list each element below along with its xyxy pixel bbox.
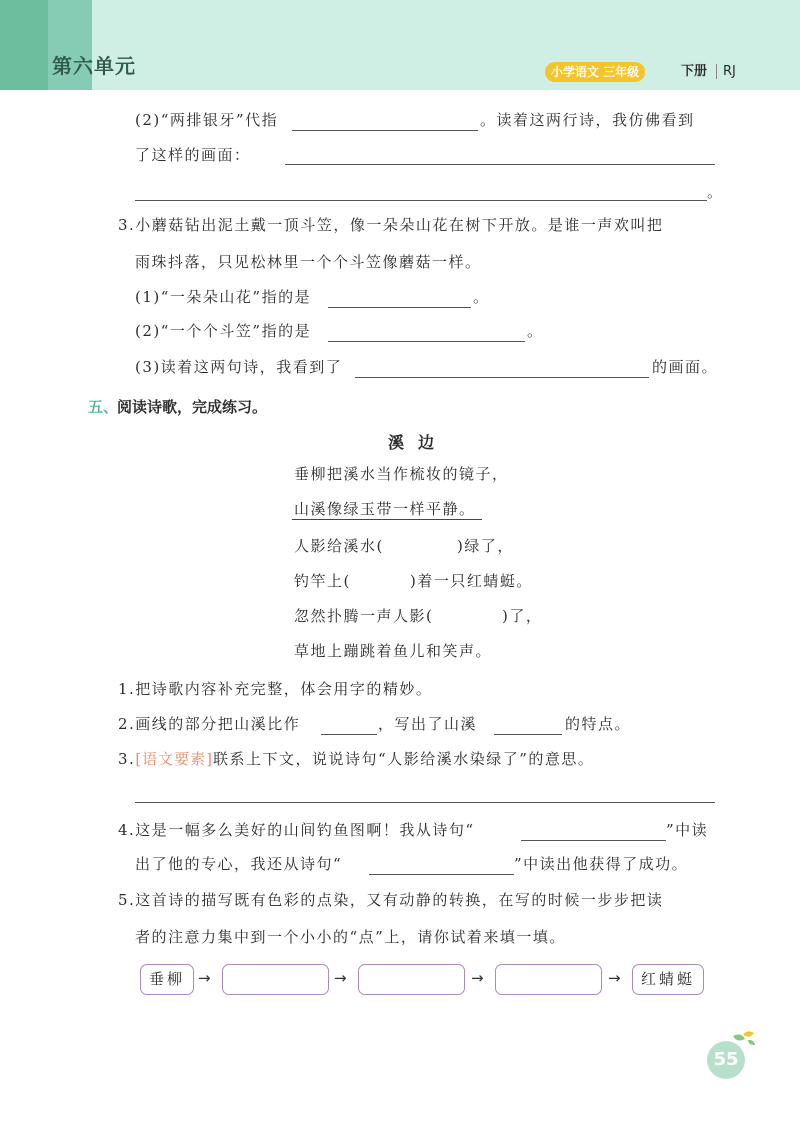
flow-arrow-1: →	[198, 969, 211, 987]
exercise-2-blank-1[interactable]	[321, 734, 377, 735]
q2-blank-2[interactable]	[285, 164, 715, 165]
q2-line1-b: 。读着这两行诗，我仿佛看到	[480, 111, 695, 129]
section-title: 阅读诗歌，完成练习。	[117, 398, 268, 416]
q3-line2: 雨珠抖落，只见松林里一个个斗笠像蘑菇一样。	[135, 253, 482, 271]
poem-underline	[292, 519, 482, 520]
section-marker: 五、	[88, 398, 119, 416]
exercise-3-number: 3.	[118, 750, 136, 768]
exercise-3-text: 联系上下文，说说诗句“人影给溪水染绿了”的意思。	[213, 750, 595, 768]
q3-line1: 3.小蘑菇钻出泥土戴一顶斗笠，像一朵朵山花在树下开放。是谁一声欢叫把	[118, 216, 664, 234]
exercise-4-blank-2[interactable]	[369, 874, 514, 875]
q2-line2: 了这样的画面：	[135, 146, 251, 164]
q3-sub1-b: 。	[473, 288, 490, 306]
poem-line-5-a: 忽然扑腾一声人影(	[294, 607, 434, 625]
edition-label: RJ	[723, 64, 736, 79]
q2-blank-3[interactable]	[135, 200, 707, 201]
flow-arrow-4: →	[608, 969, 621, 987]
header-separator	[716, 64, 717, 79]
leaf-icon	[743, 1030, 754, 1039]
language-element-tag: [语文要素]	[135, 750, 214, 768]
q2-line1-a: (2)“两排银牙”代指	[135, 111, 279, 129]
page-number: 55	[707, 1041, 745, 1079]
poem-line-5-b: )了，	[502, 607, 543, 625]
poem-line-4-b: )着一只红蜻蜓。	[410, 572, 533, 590]
poem-line-3-b: )绿了，	[457, 537, 514, 555]
exercise-1: 1.把诗歌内容补充完整，体会用字的精妙。	[118, 680, 433, 698]
exercise-5-line1: 5.这首诗的描写既有色彩的点染，又有动静的转换，在写的时候一步步把读	[118, 891, 664, 909]
exercise-4-blank-1[interactable]	[521, 840, 666, 841]
leaf-icon	[748, 1040, 755, 1045]
q2-blank-1[interactable]	[292, 130, 478, 131]
q3-sub1-a: (1)“一朵朵山花”指的是	[135, 288, 312, 306]
poem-title: 溪边	[388, 433, 449, 452]
exercise-4-line2-b: ”中读出他获得了成功。	[514, 855, 689, 873]
exercise-4-line2-a: 出了他的专心，我还从诗句“	[135, 855, 343, 873]
page-header	[0, 0, 800, 90]
poem-line-3-a: 人影给溪水(	[294, 537, 384, 555]
q3-sub2-a: (2)“一个个斗笠”指的是	[135, 322, 312, 340]
q3-sub2-b: 。	[527, 322, 544, 340]
poem-line-4-a: 钓竿上(	[294, 572, 351, 590]
flow-box-start: 垂柳	[140, 964, 194, 995]
volume-label: 下册	[681, 64, 708, 79]
exercise-4-line1-b: ”中读	[666, 821, 709, 839]
flow-box-end: 红蜻蜓	[632, 964, 704, 995]
flow-box-blank-1[interactable]	[222, 964, 329, 995]
flow-box-blank-3[interactable]	[495, 964, 602, 995]
q3-blank-1[interactable]	[328, 307, 471, 308]
header-tab-accent	[0, 0, 48, 90]
q2-line3-end: 。	[707, 183, 724, 201]
exercise-4-line1-a: 4.这是一幅多么美好的山间钓鱼图啊！我从诗句“	[118, 821, 475, 839]
exercise-2-a: 2.画线的部分把山溪比作	[118, 715, 301, 733]
poem-line-2: 山溪像绿玉带一样平静。	[294, 500, 476, 518]
flow-arrow-3: →	[471, 969, 484, 987]
q3-blank-3[interactable]	[355, 377, 649, 378]
subject-grade-badge: 小学语文 三年级	[545, 62, 645, 82]
exercise-3-answer-line[interactable]	[135, 802, 715, 803]
flow-box-blank-2[interactable]	[358, 964, 465, 995]
poem-line-1: 垂柳把溪水当作梳妆的镜子，	[294, 465, 509, 483]
exercise-3	[118, 748, 594, 770]
exercise-5-line2: 者的注意力集中到一个小小的“点”上，请你试着来填一填。	[135, 928, 566, 946]
exercise-2-blank-2[interactable]	[494, 734, 562, 735]
q3-blank-2[interactable]	[328, 341, 525, 342]
exercise-2-b: ，写出了山溪	[378, 715, 478, 733]
q3-sub3-b: 的画面。	[652, 358, 719, 376]
flow-arrow-2: →	[334, 969, 347, 987]
exercise-2-c: 的特点。	[565, 715, 632, 733]
unit-title: 第六单元	[52, 54, 136, 78]
poem-line-6: 草地上蹦跳着鱼儿和笑声。	[294, 642, 493, 660]
q3-sub3-a: (3)读着这两句诗，我看到了	[135, 358, 343, 376]
